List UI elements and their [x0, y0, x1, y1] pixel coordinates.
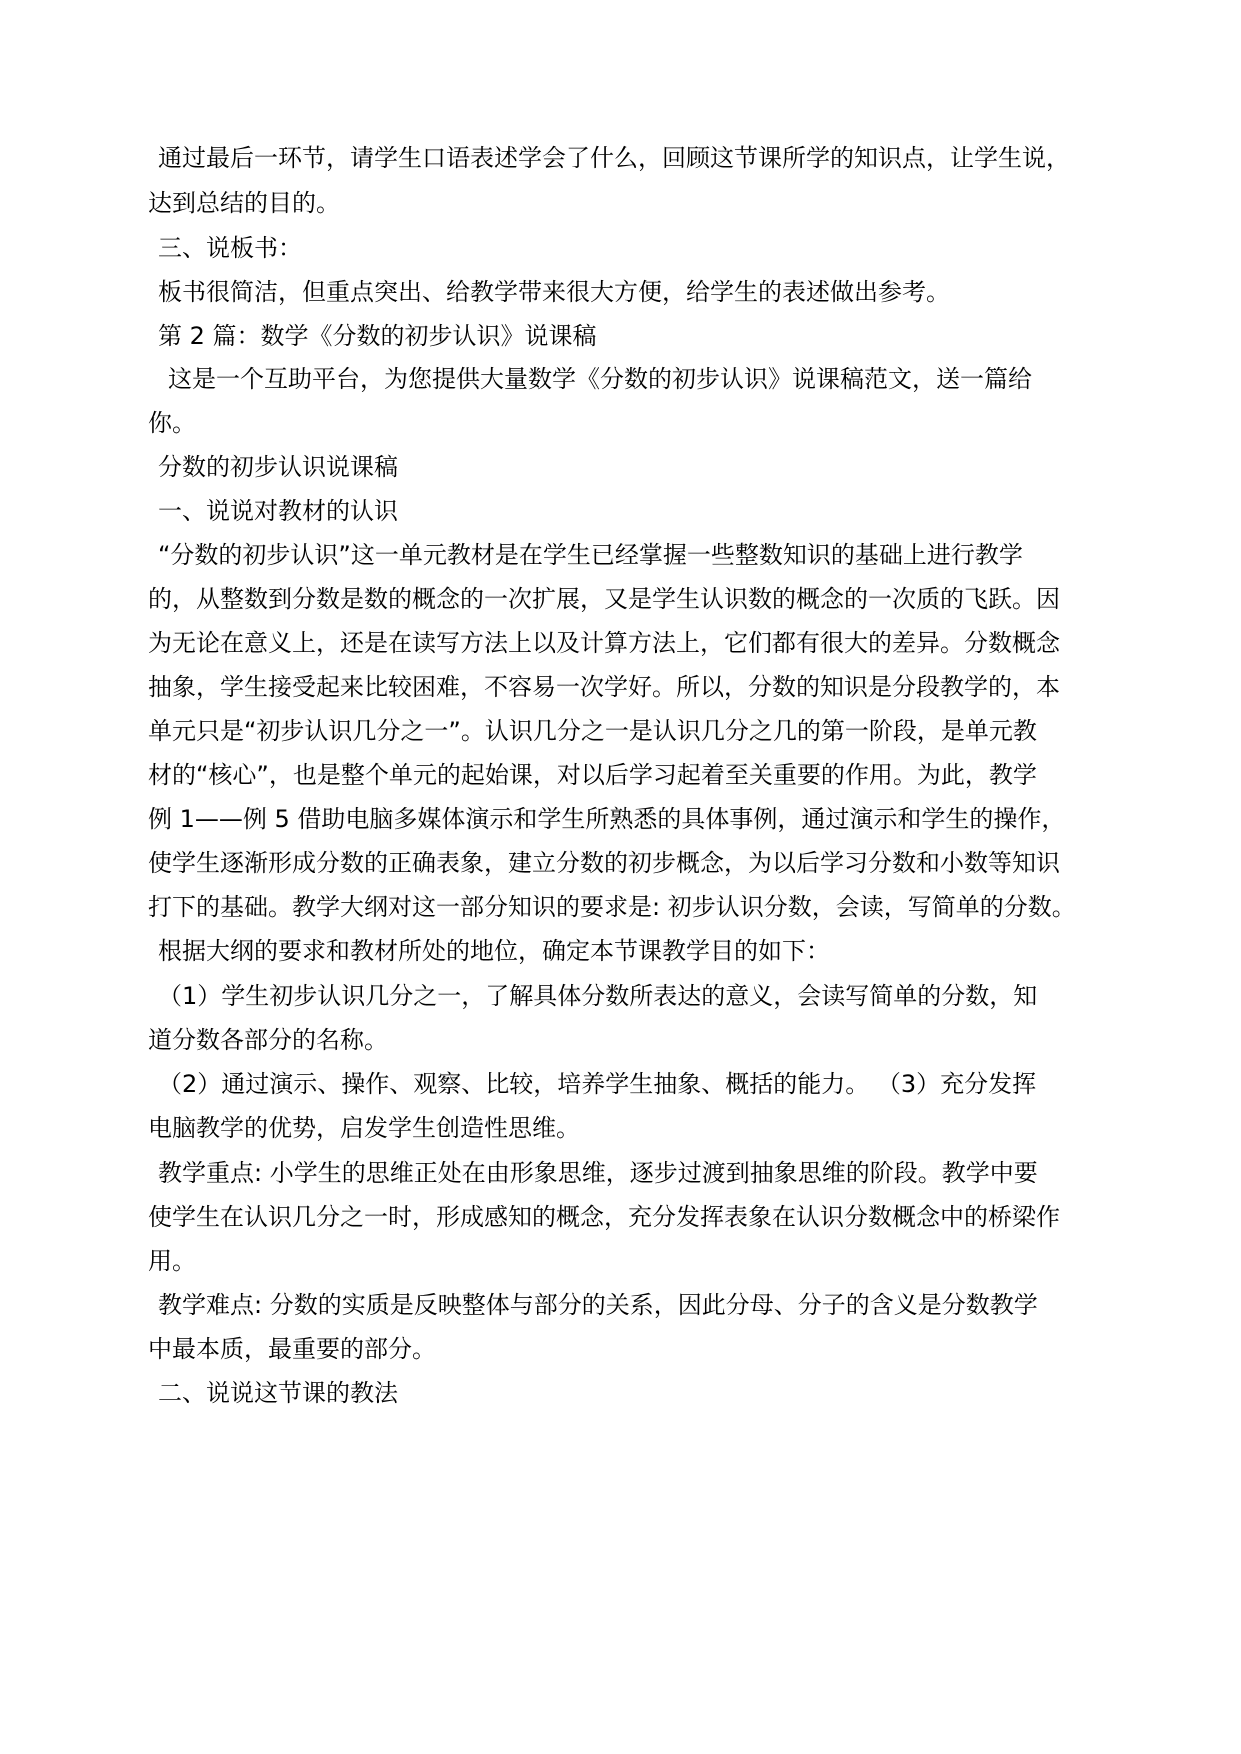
paragraph-line: 教学重点: 小学生的思维正处在由形象思维，逐步过渡到抽象思维的阶段。教学中要 — [158, 1159, 1038, 1187]
paragraph-line: 通过最后一环节，请学生口语表述学会了什么，回顾这节课所学的知识点，让学生说， — [158, 144, 1070, 172]
paragraph-line: 使学生逐渐形成分数的正确表象，建立分数的初步概念，为以后学习分数和小数等知识 — [148, 849, 1060, 877]
paragraph-line: 的，从整数到分数是数的概念的一次扩展，又是学生认识数的概念的一次质的飞跃。因 — [148, 585, 1060, 613]
list-item: （1）学生初步认识几分之一，了解具体分数所表达的意义，会读写简单的分数，知 — [158, 982, 1038, 1010]
paragraph-line: 单元只是“初步认识几分之一”。认识几分之一是认识几分之几的第一阶段，是单元教 — [148, 717, 1037, 745]
list-item-continuation: 道分数各部分的名称。 — [148, 1026, 388, 1054]
paragraph-line: 根据大纲的要求和教材所处的地位，确定本节课教学目的如下： — [158, 937, 830, 965]
section-heading: 二、说说这节课的教法 — [158, 1379, 398, 1407]
paragraph-line: 达到总结的目的。 — [148, 189, 340, 217]
document-heading: 分数的初步认识说课稿 — [158, 453, 398, 481]
paragraph-line: 这是一个互助平台，为您提供大量数学《分数的初步认识》说课稿范文，送一篇给 — [168, 365, 1032, 393]
paragraph-line: 用。 — [148, 1247, 196, 1275]
paragraph-line: 例 1——例 5 借助电脑多媒体演示和学生所熟悉的具体事例，通过演示和学生的操作， — [148, 805, 1066, 833]
paragraph-line: 教学难点: 分数的实质是反映整体与部分的关系，因此分母、分子的含义是分数教学 — [158, 1291, 1038, 1319]
section-heading: 三、说板书： — [158, 234, 302, 262]
section-heading: 一、说说对教材的认识 — [158, 497, 398, 525]
paragraph-line: 中最本质，最重要的部分。 — [148, 1335, 436, 1363]
paragraph-line: 打下的基础。教学大纲对这一部分知识的要求是: 初步认识分数，会读，写简单的分数。 — [148, 893, 1076, 921]
paragraph-line: “分数的初步认识”这一单元教材是在学生已经掌握一些整数知识的基础上进行教学 — [158, 541, 1023, 569]
article-title: 第 2 篇：数学《分数的初步认识》说课稿 — [158, 322, 597, 350]
paragraph-line: 材的“核心”，也是整个单元的起始课，对以后学习起着至关重要的作用。为此，教学 — [148, 761, 1037, 789]
paragraph-line: 为无论在意义上，还是在读写方法上以及计算方法上，它们都有很大的差异。分数概念 — [148, 629, 1060, 657]
paragraph-line: 板书很简洁，但重点突出、给教学带来很大方便，给学生的表述做出参考。 — [158, 278, 950, 306]
paragraph-line: 使学生在认识几分之一时，形成感知的概念，充分发挥表象在认识分数概念中的桥梁作 — [148, 1203, 1060, 1231]
list-item: （2）通过演示、操作、观察、比较，培养学生抽象、概括的能力。 （3）充分发挥 — [158, 1070, 1037, 1098]
list-item-continuation: 电脑教学的优势，启发学生创造性思维。 — [148, 1114, 580, 1142]
paragraph-line: 你。 — [148, 409, 196, 437]
paragraph-line: 抽象，学生接受起来比较困难，不容易一次学好。所以，分数的知识是分段教学的，本 — [148, 673, 1060, 701]
